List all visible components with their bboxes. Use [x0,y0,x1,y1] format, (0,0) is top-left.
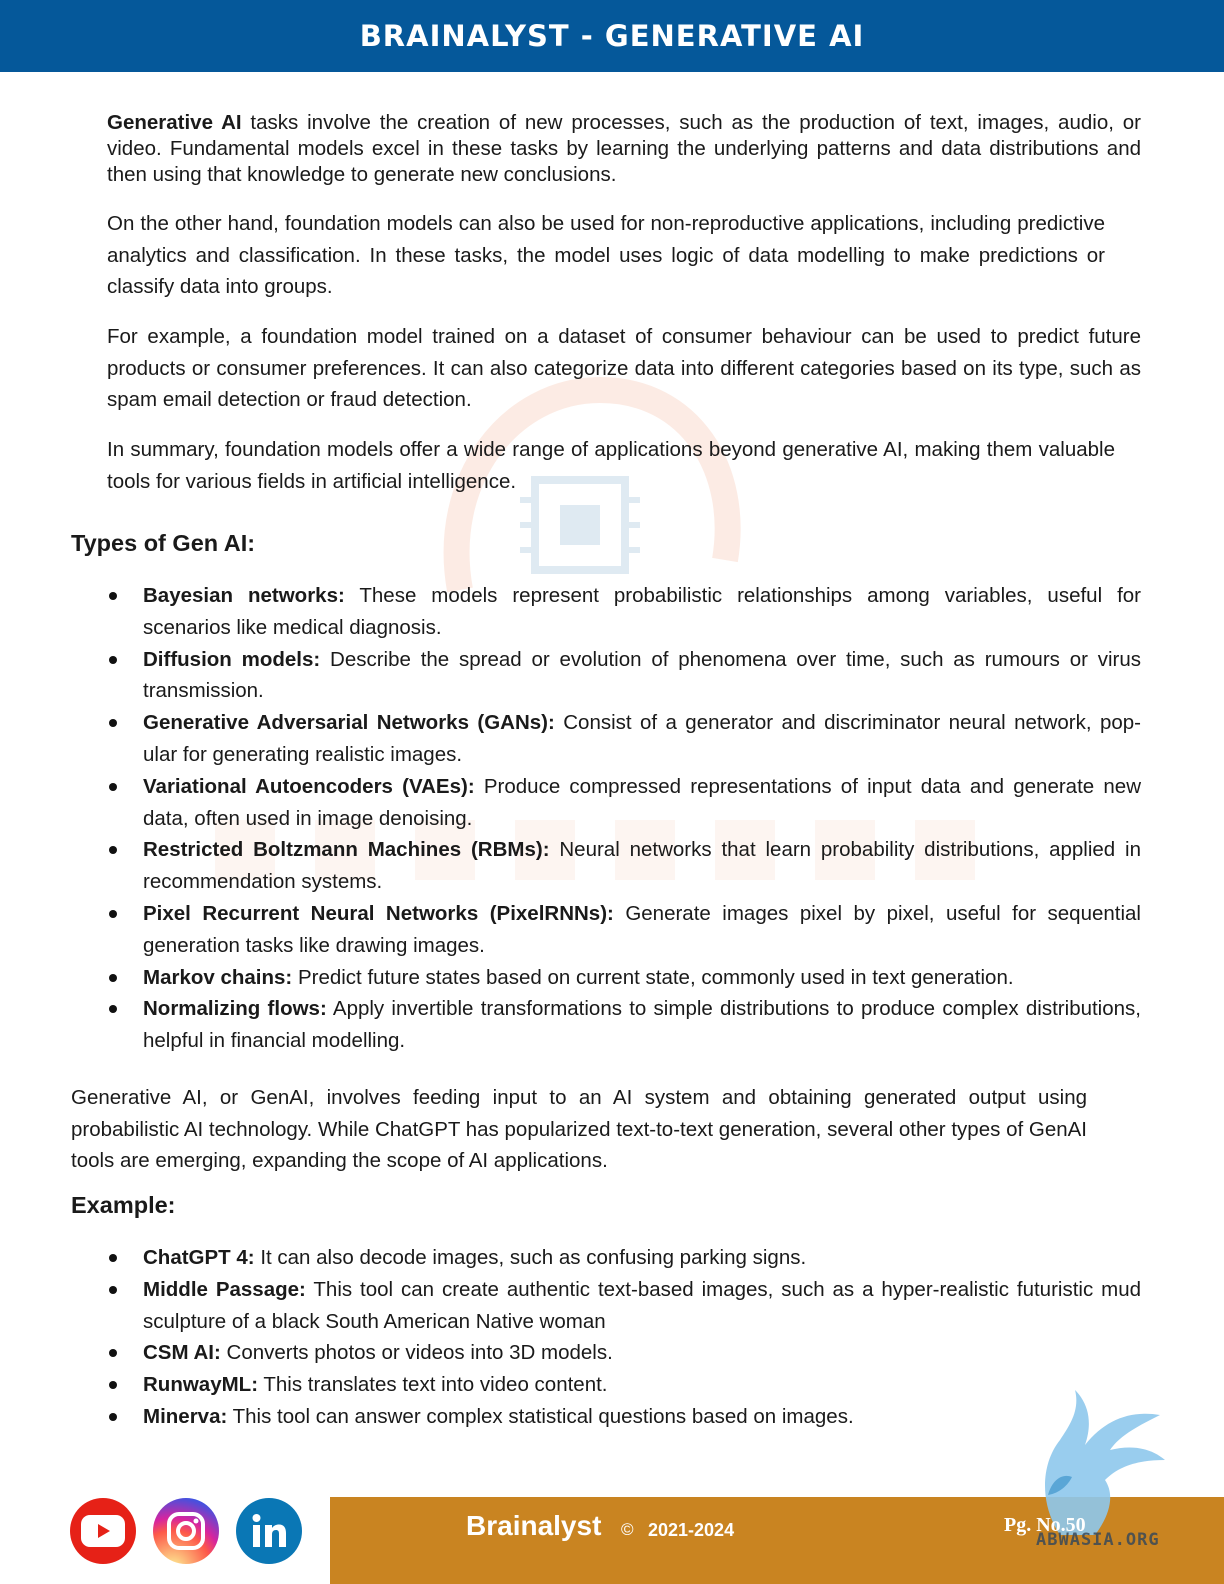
example-heading: Example: [71,1192,176,1218]
bullet-icon [109,1286,117,1294]
types-list-item [107,834,1141,898]
types-list-item [107,580,1141,644]
bullet-icon [109,1381,117,1389]
intro-lead-term: Generative AI [107,111,242,134]
example-list-item [107,1401,1141,1433]
bullet-icon [109,1254,117,1262]
item-description: This tool can answer complex statistical questions based on images. [227,1404,854,1428]
item-description: Produce compressed representations of input data and generate new data, often used in image denoising. [143,774,1141,830]
instagram-icon[interactable] [153,1498,219,1564]
bullet-icon [109,1349,117,1357]
bullet-icon [109,1413,117,1421]
footer-years: 2021-2024 [648,1520,735,1540]
item-description: Predict future states based on current state, commonly used in text generation. [292,965,1014,989]
item-description: Consist of a generator and discriminator neural network, pop-ular for generating realistic images. [143,711,1141,766]
item-term: Bayesian networks: [143,584,345,607]
item-term: CSM AI: [143,1341,221,1365]
bullet-icon [109,783,117,791]
item-description: Describe the spread or evolution of phenomena over time, such as rumours or virus transmission. [143,647,1141,703]
bullet-icon [109,910,117,918]
item-term: Variational Autoencoders (VAEs): [143,774,475,798]
item-term: Minerva: [143,1404,228,1428]
youtube-icon[interactable] [70,1498,136,1564]
bullet-icon [109,592,117,600]
item-term: RunwayML: [143,1373,259,1397]
footer-brand: Brainalyst [466,1510,602,1541]
item-term: Markov chains: [143,965,293,989]
intro-paragraph-1 [107,110,1141,188]
intro-paragraph-2: On the other hand, foundation models can also be used for non-reproductive applications, including predictive analytics and classification. In these tasks, the model uses logic of data modelling to make predictions or classify data into groups. [107,212,1105,298]
bullet-icon [109,846,117,854]
item-term: Restricted Boltzmann Machines (RBMs): [143,838,550,862]
item-description: This translates text into video content. [258,1373,608,1397]
intro-paragraph-3: For example, a foundation model trained on a dataset of consumer behaviour can be used to predict future products or consumer preferences. It can also categorize data into different categories based on its type, such as spam email detection or fraud detection. [107,325,1141,411]
item-term: ChatGPT 4: [143,1246,255,1269]
example-list-item [107,1242,1141,1274]
examples-list [107,1242,1141,1433]
types-list-item [107,644,1141,708]
intro-paragraph-1-text: tasks involve the creation of new processes, such as the production of text, images, audio, or video. Fundamental models excel in these tasks by learning the underlying patterns and data distributions and then using that knowledge to generate new conclusions. [107,111,1141,186]
header-title: BRAINALYST - GENERATIVE AI [359,19,865,53]
types-list-item [107,993,1141,1057]
item-term: Middle Passage: [143,1277,306,1301]
item-term: Generative Adversarial Networks (GANs): [143,711,555,735]
bullet-icon [109,1005,117,1013]
bullet-icon [109,656,117,664]
item-description: Neural networks that learn probability distributions, applied in recommendation systems. [143,838,1141,894]
item-term: Diffusion models: [143,647,321,671]
example-list-item [107,1337,1141,1369]
types-heading: Types of Gen AI: [71,530,256,556]
example-list-item [107,1274,1141,1338]
item-description: Converts photos or videos into 3D models. [220,1341,613,1365]
types-list [107,580,1141,1057]
copyright-symbol: © [621,1520,634,1539]
item-description: It can also decode images, such as confusing parking signs. [254,1246,807,1269]
intro-paragraph-4: In summary, foundation models offer a wide range of applications beyond generative AI, making them valuable tools for various fields in artificial intelligence. [107,438,1115,493]
item-description: This tool can create authentic text-based images, such as a hyper-realistic futuristic mud sculpture of a black South American Native woman [143,1277,1141,1333]
item-description: Generate images pixel by pixel, useful for sequential generation tasks like drawing images. [143,901,1141,957]
genai-paragraph: Generative AI, or GenAI, involves feeding input to an AI system and obtaining generated output using probabilistic AI technology. While ChatGPT has popularized text-to-text generation, several other types of GenAI tools are emerging, expanding the scope of AI applications. [71,1086,1087,1172]
example-list-item [107,1369,1141,1401]
linkedin-icon[interactable] [236,1498,302,1564]
types-list-item [107,707,1141,771]
item-description: These models represent probabilistic relationships among variables, useful for scenarios like medical diagnosis. [143,584,1141,639]
bullet-icon [109,974,117,982]
site-watermark: ABWASIA.ORG [1036,1530,1160,1550]
bullet-icon [109,719,117,727]
page-number: Pg. No.50 [1004,1514,1086,1536]
types-list-item [107,898,1141,962]
page-header [0,0,1224,72]
types-list-item [107,771,1141,835]
item-term: Normalizing flows: [143,997,327,1021]
item-description: Apply invertible transformations to simple distributions to produce complex distributions, helpful in financial modelling. [143,997,1141,1053]
types-list-item [107,962,1141,994]
item-term: Pixel Recurrent Neural Networks (PixelRNNs): [143,901,614,925]
